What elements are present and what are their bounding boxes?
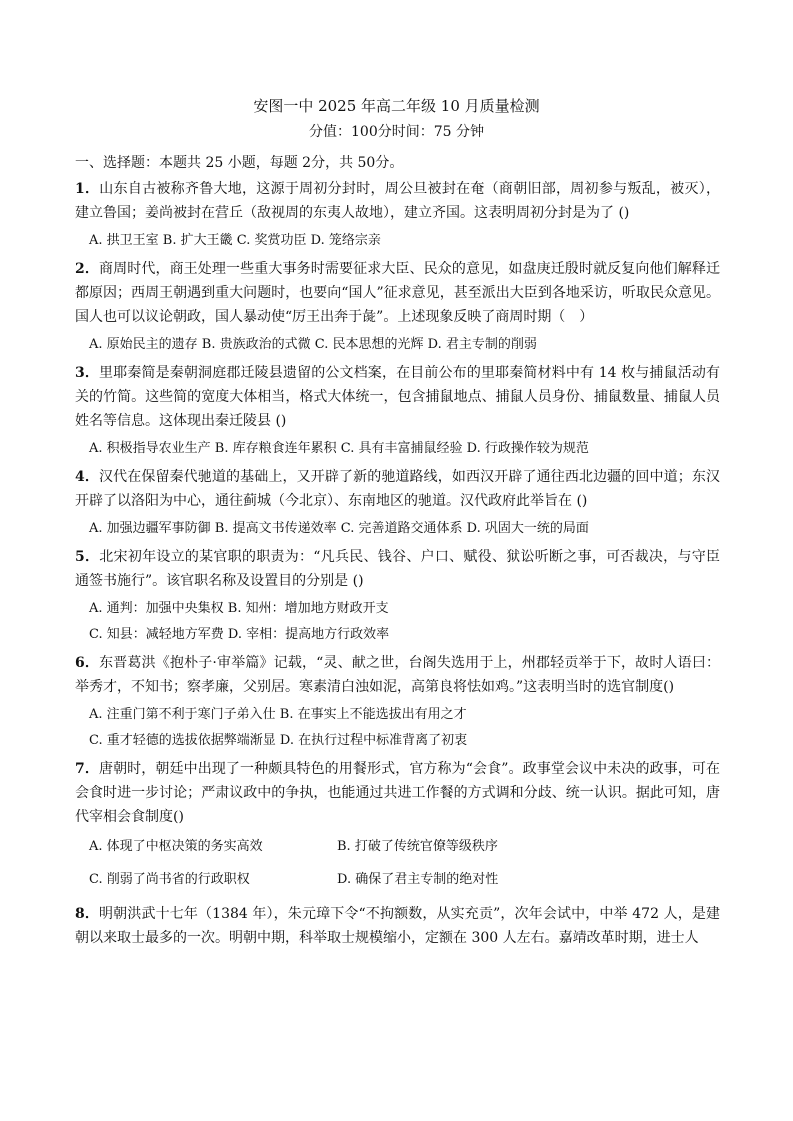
exam-content [75,152,720,950]
question-2-options: A. 原始民主的遗存 B. 贵族政治的式微 C. 民本思想的光辉 D. 君主专制的削弱 [89,337,537,352]
question-5 [75,545,720,593]
question-number: 2． [75,261,99,277]
question-text: 山东自古被称齐鲁大地，这源于周初分封时，周公旦被封在奄（商朝旧部，周初参与叛乱，被灭），建立鲁国；姜尚被封在营丘（敌视周的东夷人故地），建立齐国。这表明周初分封是为了 () [75,181,720,221]
question-text: 里耶秦简是秦朝洞庭郡迁陵县遗留的公文档案，在目前公布的里耶秦简材料中有 14 枚与捕鼠活动有关的竹简。这些简的宽度大体相当，格式大体统一，包含捕鼠地点、捕鼠人员身份、捕鼠数量、捕鼠人员姓名等信息。这体现出秦迁陵县 () [75,365,721,429]
option-a: A. 体现了中枢决策的务实高效 [89,839,263,854]
question-8 [75,902,720,950]
question-4-options: A. 加强边疆军事防御 B. 提高文书传递效率 C. 完善道路交通体系 D. 巩固大一统的局面 [89,521,589,536]
exam-subtitle: 分值：100分时间：75 分钟 [309,124,484,140]
question-text: 汉代在保留秦代驰道的基础上，又开辟了新的驰道路线，如西汉开辟了通往西北边疆的回中道；东汉开辟了以洛阳为中心，通往蓟城（今北京）、东南地区的驰道。汉代政府此举旨在 () [75,469,720,509]
question-1 [75,177,720,225]
question-number: 8． [75,906,100,922]
question-number: 5． [75,549,100,565]
question-3-options: A. 积极指导农业生产 B. 库存粮食连年累积 C. 具有丰富捕鼠经验 D. 行政操作较为规范 [89,441,589,456]
question-7 [75,757,720,829]
question-5-options-row-1: A. 通判：加强中央集权 B. 知州：增加地方财政开支 [89,601,389,616]
section-heading: 一、选择题：本题共 25 小题，每题 2分，共 50分。 [75,155,404,171]
question-number: 4． [75,469,99,485]
question-number: 6． [75,655,100,671]
question-text: 商周时代，商王处理一些重大事务时需要征求大臣、民众的意见，如盘庚迁殷时就反复向他们解释迁都原因；西周王朝遇到重大问题时，也要向“国人”征求意见，甚至派出大臣到各地采访，听取民众意见。国人也可以议论朝政，国人暴动使“厉王出奔于彘”。上述现象反映了商周时期（ ） [75,261,720,325]
question-number: 7． [75,761,99,777]
option-d: D. 确保了君主专制的绝对性 [337,872,499,887]
question-text: 东晋葛洪《抱朴子·审举篇》记载，“灵、献之世，台阁失选用于上，州郡轻贡举于下，故时人语曰：举秀才，不知书；察孝廉，父别居。寒素清白浊如泥，高第良将怯如鸡。”这表明当时的选官制度() [75,655,720,695]
option-b: B. 打破了传统官僚等级秩序 [337,839,498,854]
question-6 [75,651,720,699]
question-6-options-row-1: A. 注重门第不利于寒门子弟入仕 B. 在事实上不能选拔出有用之才 [89,707,467,722]
question-2 [75,257,720,329]
question-text: 明朝洪武十七年（1384 年），朱元璋下令“不拘额数，从实充贡”，次年会试中，中举 472 人，是建朝以来取士最多的一次。明朝中期，科举取士规模缩小，定额在 300 人左右。嘉靖改革时期，进士人 [75,906,720,946]
question-4 [75,465,720,513]
question-number: 3． [75,365,100,381]
question-number: 1． [75,181,100,197]
question-3 [75,361,720,433]
question-text: 北宋初年设立的某官职的职责为：“凡兵民、钱谷、户口、赋役、狱讼听断之事，可否裁决，与守臣通签书施行”。该官职名称及设置目的分别是 () [75,549,720,589]
question-6-options-row-2: C. 重才轻德的选拔依据弊端渐显 D. 在执行过程中标准背离了初衷 [89,733,468,748]
exam-title: 安图一中 2025 年高二年级 10 月质量检测 [253,97,540,115]
question-5-options-row-2: C. 知县：减轻地方军费 D. 宰相：提高地方行政效率 [89,627,390,642]
question-7-options [75,837,720,890]
option-c: C. 削弱了尚书省的行政职权 [89,872,250,887]
question-1-options: A. 拱卫王室 B. 扩大王畿 C. 奖赏功臣 D. 笼络宗亲 [89,233,381,248]
question-text: 唐朝时，朝廷中出现了一种颇具特色的用餐形式，官方称为“会食”。政事堂会议中未决的政事，可在会食时进一步讨论；严肃议政中的争执，也能通过共进工作餐的方式调和分歧、统一认识。据此可知，唐代宰相会食制度() [75,761,721,825]
